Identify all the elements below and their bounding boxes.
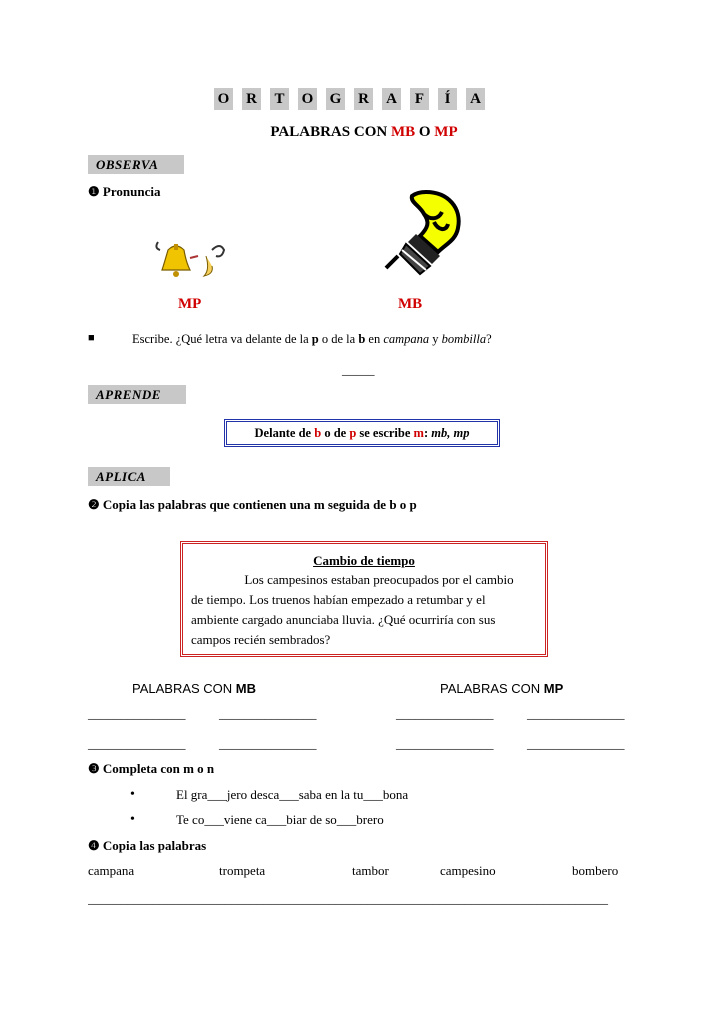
column-header-mb: PALABRAS CON MB <box>132 681 257 696</box>
fill-sentence[interactable]: El gra___jero desca___saba en la tu___bona <box>176 787 409 802</box>
title-letter: G <box>326 88 345 110</box>
answer-blank[interactable]: _______________ <box>396 706 494 721</box>
answer-blank[interactable]: _______________ <box>88 706 186 721</box>
page-title <box>214 88 489 110</box>
title-letter: O <box>298 88 317 110</box>
answer-blank[interactable]: _______________ <box>527 706 625 721</box>
square-bullet-icon: ■ <box>88 332 95 344</box>
answer-blank[interactable]: _______________ <box>219 706 317 721</box>
title-letter: R <box>354 88 373 110</box>
section-observa: OBSERVA <box>88 155 184 174</box>
title-letter: Í <box>438 88 457 110</box>
word-item: campana <box>88 863 135 878</box>
column-header-mp: PALABRAS CON MP <box>440 681 564 696</box>
title-letter: O <box>214 88 233 110</box>
subtitle-mp: MP <box>434 124 458 140</box>
word-item: trompeta <box>219 863 266 878</box>
answer-blank[interactable]: _______________ <box>219 736 317 751</box>
bullet-icon: • <box>130 812 135 827</box>
title-letter: F <box>410 88 429 110</box>
mb-label: MB <box>398 296 423 312</box>
step1-heading: ❶ Pronuncia <box>88 184 161 199</box>
fill-sentence[interactable]: Te co___viene ca___biar de so___brero <box>176 812 384 827</box>
light-bulb-icon <box>376 186 468 278</box>
title-letter: R <box>242 88 261 110</box>
page-subtitle <box>0 124 728 141</box>
question-text: Escribe. ¿Qué letra va delante de la p o de la b en campana y bombilla? <box>132 332 492 346</box>
answer-blank[interactable]: _______________ <box>88 736 186 751</box>
mp-label: MP <box>178 296 202 312</box>
section-aprende: APRENDE <box>88 385 186 404</box>
word-item: campesino <box>440 863 496 878</box>
step4-heading: ❹ Copia las palabras <box>88 838 207 853</box>
bell-icon <box>150 236 230 286</box>
story-line: Los campesinos estaban preocupados por el cambio <box>244 572 514 587</box>
copy-line[interactable]: ________________________________________________________________________________ <box>88 891 608 906</box>
story-line: ambiente cargado anunciaba lluvia. ¿Qué ocurriría con sus <box>191 612 496 627</box>
step2-heading: ❷ Copia las palabras que contienen una m seguida de b o p <box>88 497 417 512</box>
rule-box: Delante de b o de p se escribe m: mb, mp <box>224 419 500 447</box>
title-letter: A <box>382 88 401 110</box>
story-box <box>180 541 548 657</box>
story-line: campos recién sembrados? <box>191 632 331 647</box>
section-aplica: APLICA <box>88 467 170 486</box>
word-item: bombero <box>572 863 619 878</box>
step3-heading: ❸ Completa con m o n <box>88 761 215 776</box>
title-letter: A <box>466 88 485 110</box>
story-title: Cambio de tiempo <box>313 553 415 568</box>
word-item: tambor <box>352 863 389 878</box>
story-line: de tiempo. Los truenos habían empezado a retumbar y el <box>191 592 486 607</box>
bullet-icon: • <box>130 787 135 802</box>
subtitle-o: O <box>418 124 431 140</box>
answer-blank[interactable]: _____ <box>342 362 375 377</box>
title-letter: T <box>270 88 289 110</box>
subtitle-prefix: PALABRAS CON <box>270 124 388 140</box>
answer-blank[interactable]: _______________ <box>396 736 494 751</box>
subtitle-mb: MB <box>390 124 416 140</box>
answer-blank[interactable]: _______________ <box>527 736 625 751</box>
